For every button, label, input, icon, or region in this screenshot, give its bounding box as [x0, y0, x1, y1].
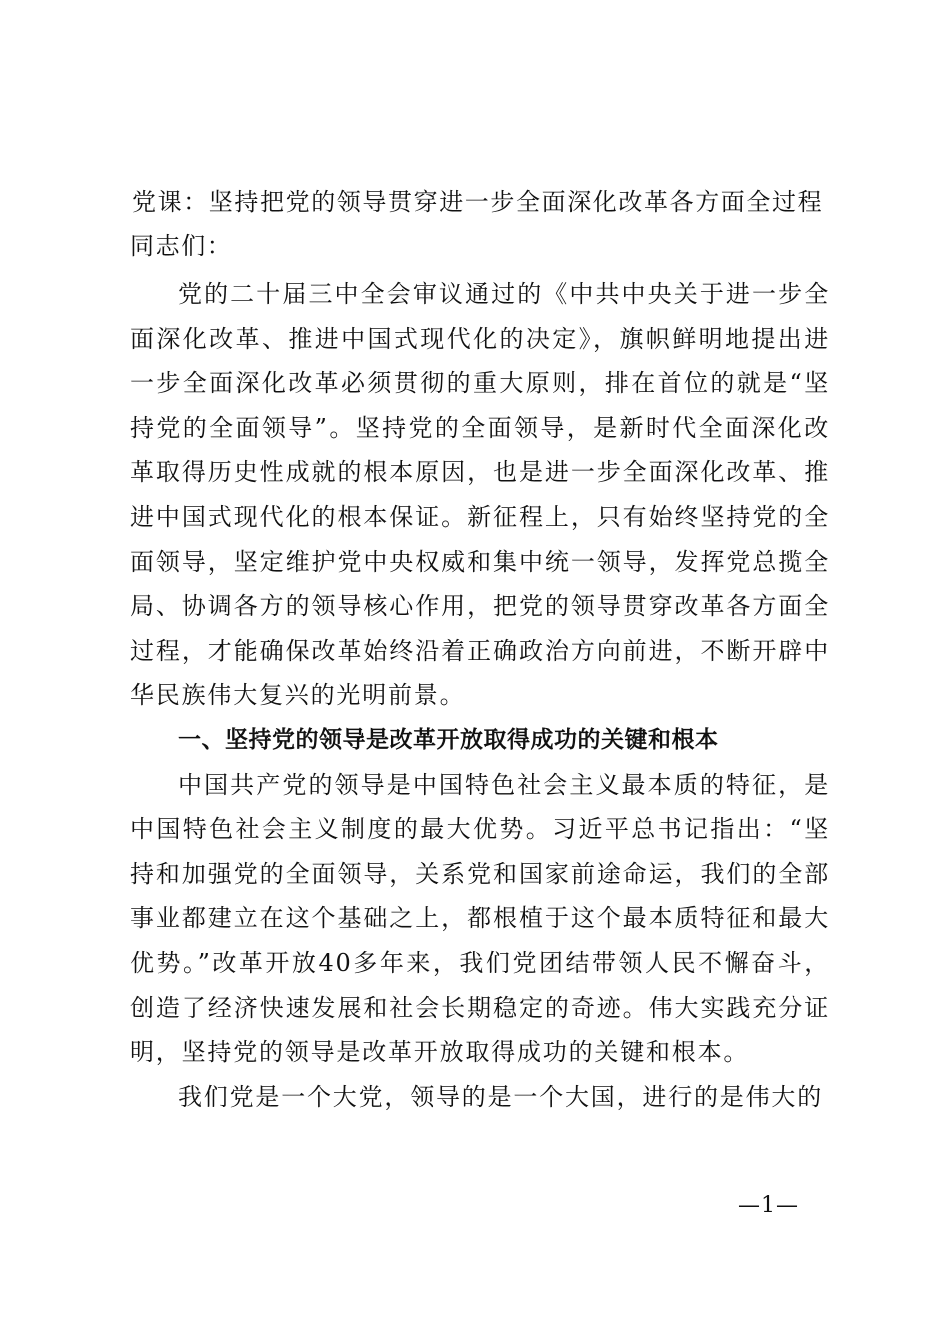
document-title: 党课：坚持把党的领导贯穿进一步全面深化改革各方面全过程	[132, 188, 824, 216]
section-heading: 一、坚持党的领导是改革开放取得成功的关键和根本	[178, 726, 719, 753]
page-number: —1—	[738, 1193, 799, 1218]
intro-paragraph: 党的二十届三中全会审议通过的《中共中央关于进一步全面深化改革、推进中国式现代化的决定》，旗帜鲜明地提出进一步全面深化改革必须贯彻的重大原则，排在首位的就是“坚持党的全面领导”。坚持党的全面领导，是新时代全面深化改革取得历史性成就的根本原因，也是进一步全面深化改革、推进中国式现代化的根本保证。新征程上，只有始终坚持党的全面领导，坚定维护党中央权威和集中统一领导，发挥党总揽全局、协调各方的领导核心作用，把党的领导贯穿改革各方面全过程，才能确保改革始终沿着正确政治方向前进，不断开辟中华民族伟大复兴的光明前景。	[130, 280, 830, 710]
section-paragraph: 中国共产党的领导是中国特色社会主义最本质的特征，是中国特色社会主义制度的最大优势。习近平总书记指出：“坚持和加强党的全面领导，关系党和国家前途命运，我们的全部事业都建立在这个基础之上，都根植于这个最本质特征和最大优势。”改革开放40多年来，我们党团结带领人民不懈奋斗，创造了经济快速发展和社会长期稳定的奇迹。伟大实践充分证明，坚持党的领导是改革开放取得成功的关键和根本。	[130, 770, 830, 1067]
section-paragraph: 我们党是一个大党，领导的是一个大国，进行的是伟大的	[178, 1082, 823, 1111]
document-body	[130, 272, 830, 1119]
salutation: 同志们：	[130, 232, 233, 260]
